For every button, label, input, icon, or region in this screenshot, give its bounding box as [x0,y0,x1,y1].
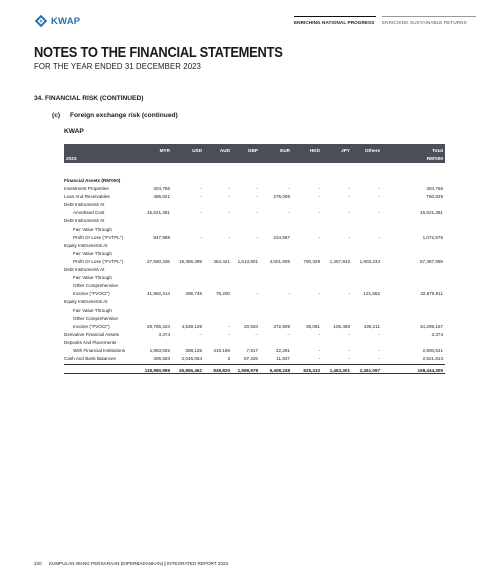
cell-total: 2,800,541 [422,347,443,353]
nav-enriching-sustainable-returns[interactable]: ENRICHING SUSTAINABLE RETURNS [382,16,476,25]
foreign-exchange-table [64,144,445,374]
cell-myr: 27,580,336 [147,258,170,264]
nav-enriching-national-progress[interactable]: ENRICHING NATIONAL PROGRESS [294,16,376,25]
cell-eur: 22,291 [275,347,290,353]
cell-eur: - [288,331,290,337]
row-label: Equity Instruments At [64,299,108,305]
cell-gbp: - [256,210,258,216]
table-row [64,323,445,331]
cell-hkd: - [318,331,320,337]
table-row [64,242,445,250]
row-label: Loan And Receivables [64,194,110,200]
cell-myr: 485,821 [153,194,170,200]
row-label: Fair Value Through [73,226,112,232]
cell-gbp: 20,934 [243,323,258,329]
table-row [64,331,445,339]
cell-gbp: - [256,291,258,297]
table-row [64,290,445,298]
cell-aud: - [228,210,230,216]
footer-report: INTEGRATED REPORT 2023 [167,561,229,566]
cell-hkd: - [318,194,320,200]
cell-others: - [378,210,380,216]
row-label: Cash And Bank Balances [64,356,116,362]
cell-others: - [378,234,380,240]
page-subtitle: FOR THE YEAR ENDED 31 DECEMBER 2023 [34,62,201,71]
cell-others: - [378,356,380,362]
top-nav [294,16,476,25]
cell-myr: 1,963,002 [149,347,170,353]
cell-jpy: 105,459 [333,323,350,329]
cell-usd: 495,745 [185,291,202,297]
table-row [64,234,445,242]
cell-eur: - [288,186,290,192]
cell-gbp: - [256,331,258,337]
entity-heading: KWAP [64,128,84,135]
cell-usd: 19,386,389 [179,258,202,264]
cell-hkd: - [318,291,320,297]
cell-aud: 76,200 [215,291,230,297]
cell-others: - [378,347,380,353]
table-row [64,266,445,274]
row-label: Income ("FVOCI") [73,323,110,329]
cell-eur: 11,847 [276,356,290,362]
total-eur: 5,408,248 [269,367,290,373]
cell-myr: 406,583 [153,356,170,362]
cell-total: 304,756 [426,186,443,192]
table-row [64,347,445,355]
cell-usd: 388,135 [185,347,202,353]
cell-others: - [378,331,380,337]
row-label: Amortised Cost [73,210,105,216]
cell-eur: - [288,291,290,297]
cell-eur: - [288,210,290,216]
table-row [64,250,445,258]
row-label: Derivative Financial Assets [64,331,119,337]
cell-hkd: 35,081 [305,323,320,329]
total-total: 158,444,305 [417,367,443,373]
column-header-gbp: GBP [247,148,258,153]
cell-hkd: - [318,234,320,240]
cell-total: 42,675,911 [420,291,443,297]
cell-total: 3,374 [431,331,443,337]
cell-usd: - [200,331,202,337]
table-row [64,298,445,306]
cell-total: 1,072,575 [422,234,443,240]
column-header-aud: AUD [219,148,230,153]
cell-gbp: 57,326 [243,356,258,362]
row-label: Debt Instruments At [64,218,105,224]
table-row [64,315,445,323]
cell-hkd: - [318,210,320,216]
row-label: Income ("FVOCI") [73,291,110,297]
cell-jpy: 1,357,842 [329,258,350,264]
cell-total: 34,295,157 [420,323,443,329]
cell-myr: 16,621,391 [147,210,170,216]
sub-heading-number: (c) [52,112,61,119]
table-row [64,201,445,209]
cell-gbp: - [256,194,258,200]
cell-gbp: 1,513,801 [237,258,258,264]
kwap-logo-icon [34,14,48,28]
cell-eur: 275,008 [273,194,290,200]
table-row [64,307,445,315]
row-label: Fair Value Through [73,250,112,256]
table-row [64,274,445,282]
column-header-jpy: JPY [341,148,350,153]
table-year: 2023 [66,156,77,161]
table-row [64,258,445,266]
table-body [64,177,445,374]
total-others: 2,461,097 [359,367,380,373]
cell-aud: 419,196 [213,347,230,353]
row-label: Investment Properties [64,186,109,192]
cell-hkd: 790,329 [303,258,320,264]
cell-aud: 354,421 [213,258,230,264]
row-label: Financial Assets (RM'000) [64,178,121,183]
row-label: Deposits And Placements [64,339,117,345]
table-row [64,355,445,363]
cell-jpy: - [348,356,350,362]
cell-jpy: - [348,234,350,240]
row-label: Profit Or Loss ("FVTPL") [73,234,123,240]
cell-usd: 4,539,139 [181,323,202,329]
sub-heading-text: Foreign exchange risk (continued) [70,112,178,119]
cell-aud: - [228,234,230,240]
cell-myr: 41,982,314 [147,291,170,297]
total-gbp: 1,599,978 [237,367,258,373]
cell-jpy: - [348,291,350,297]
cell-aud: - [228,186,230,192]
cell-aud: 3 [227,356,230,362]
cell-aud: - [228,194,230,200]
cell-usd: - [200,234,202,240]
cell-jpy: - [348,186,350,192]
total-hkd: 825,410 [303,367,320,373]
total-myr: 118,980,989 [144,367,170,373]
cell-usd: - [200,210,202,216]
cell-gbp: - [256,234,258,240]
page-title: NOTES TO THE FINANCIAL STATEMENTS [34,44,283,61]
table-row [64,185,445,193]
table-section-row [64,177,445,185]
cell-hkd: - [318,186,320,192]
column-header-usd: USD [192,148,202,153]
cell-total: 16,621,391 [420,210,443,216]
table-unit: RM'000 [426,156,443,161]
column-header-total: Total [432,148,443,153]
cell-others: 121,652 [363,291,380,297]
table-row [64,193,445,201]
column-header-hkd: HKD [309,148,320,153]
row-label: Fair Value Through [73,307,112,313]
column-header-eur: EUR [280,148,290,153]
cell-myr: 28,785,424 [147,323,170,329]
cell-others: 436,211 [363,323,380,329]
cell-myr: 847,988 [153,234,170,240]
table-header [64,144,445,163]
kwap-logo [34,14,80,28]
cell-hkd: - [318,347,320,353]
row-label: Profit Or Loss ("FVTPL") [73,258,123,264]
column-header-others: Others [364,148,380,153]
cell-aud: - [228,331,230,337]
cell-total: 760,829 [426,194,443,200]
footer-separator: | [164,561,166,566]
row-label: Other Comprehensive [73,315,118,321]
column-header-myr: MYR [159,148,170,153]
footer-org: KUMPULAN WANG PERSARAAN (DIPERBADANKAN) [48,561,164,566]
row-label: Equity Instruments At [64,242,108,248]
row-label: Other Comprehensive [73,283,118,289]
cell-myr: 304,756 [153,186,170,192]
total-usd: 26,855,462 [179,367,202,373]
row-label: Debt Instruments At [64,202,105,208]
row-label: With Financial Institutions [73,347,126,353]
page-number: 220 [34,561,42,566]
total-jpy: 1,463,301 [329,367,350,373]
row-label: Debt Instruments At [64,267,105,273]
table-row [64,339,445,347]
cell-hkd: - [318,356,320,362]
cell-usd: 2,046,054 [181,356,202,362]
sub-heading [52,112,178,119]
cell-others: - [378,186,380,192]
cell-gbp: - [256,186,258,192]
cell-myr: 3,374 [158,331,170,337]
cell-jpy: - [348,210,350,216]
table-row [64,217,445,225]
cell-others: 1,903,234 [359,258,380,264]
table-row [64,226,445,234]
cell-usd: - [200,194,202,200]
cell-gbp: 7,917 [246,347,258,353]
cell-eur: 372,909 [273,323,290,329]
total-aud: 849,820 [213,367,230,373]
cell-jpy: - [348,331,350,337]
cell-jpy: - [348,347,350,353]
section-heading: 34. FINANCIAL RISK (CONTINUED) [34,95,144,102]
cell-total: 57,387,958 [420,258,443,264]
cell-aud: - [228,323,230,329]
cell-eur: 224,587 [273,234,290,240]
cell-jpy: - [348,194,350,200]
row-label: Fair Value Through [73,275,112,281]
table-row [64,282,445,290]
table-total-row [64,364,445,374]
cell-total: 2,521,813 [422,356,443,362]
cell-eur: 4,501,606 [269,258,290,264]
table-row [64,209,445,217]
cell-usd: - [200,186,202,192]
page-footer [34,561,228,566]
cell-others: - [378,194,380,200]
logo-text: KWAP [51,15,81,27]
